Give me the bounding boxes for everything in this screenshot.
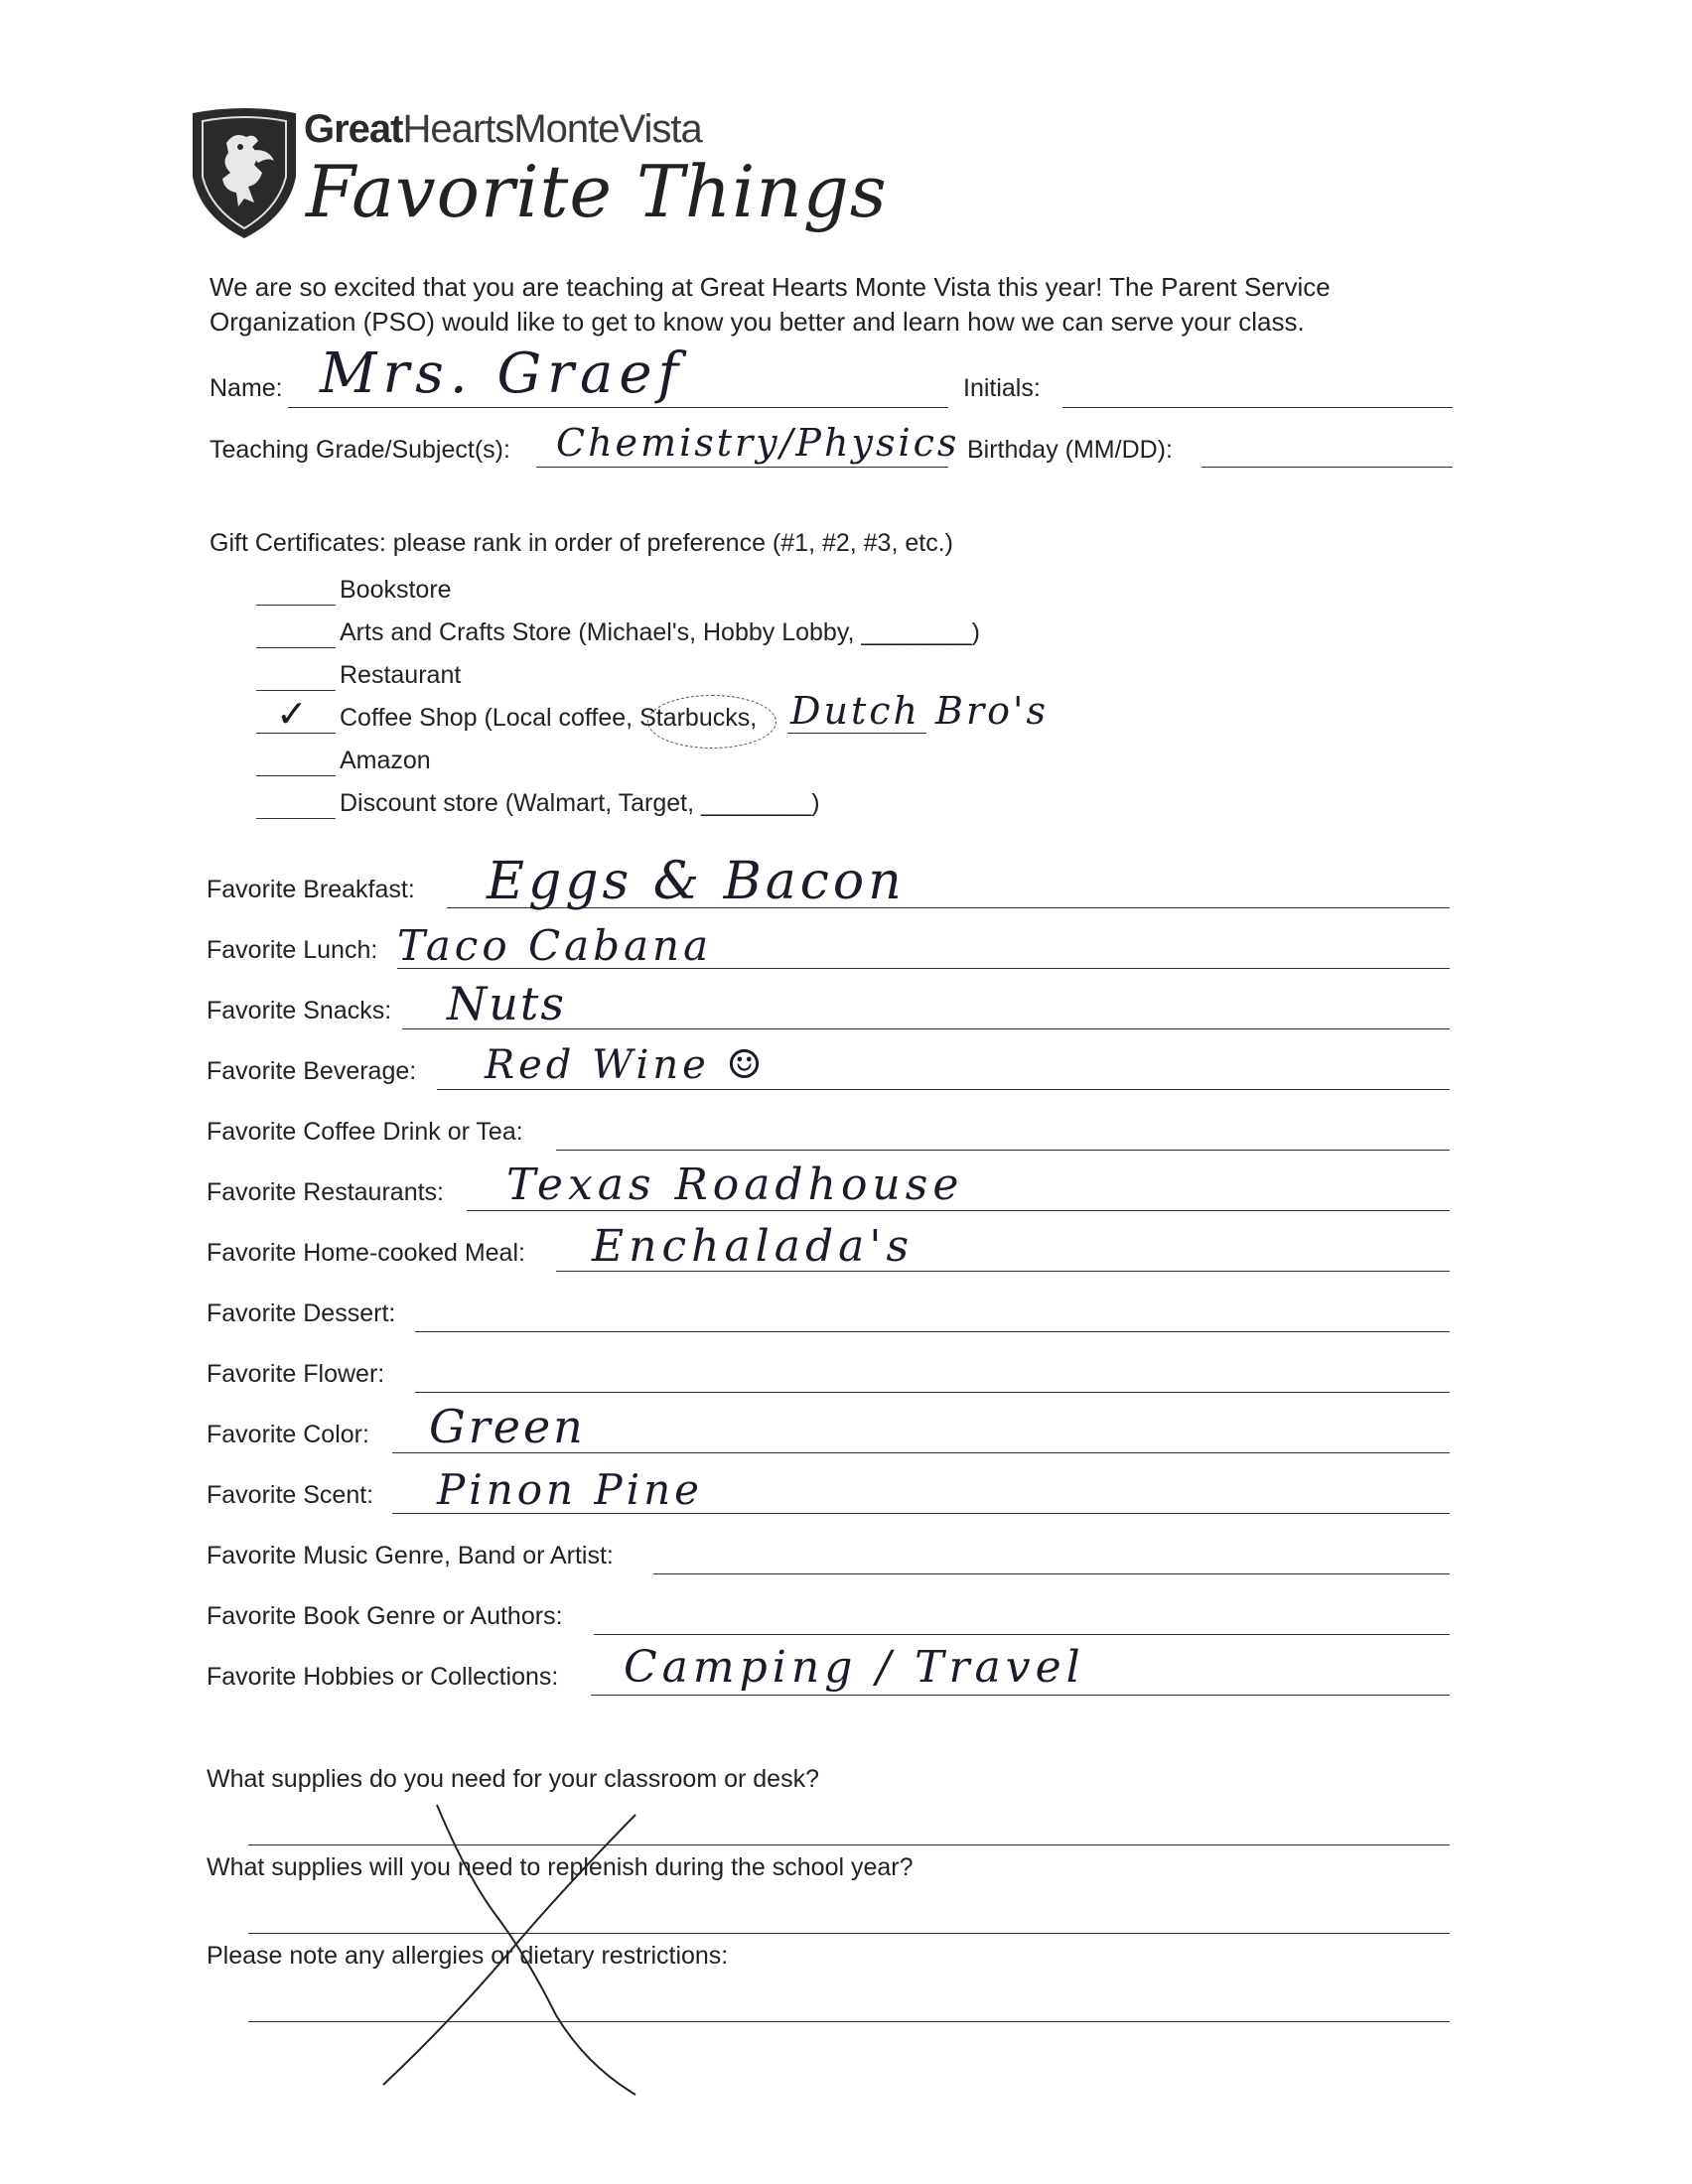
favorite-label: Favorite Hobbies or Collections: — [207, 1663, 559, 1691]
favorite-value[interactable]: Camping / Travel — [624, 1642, 1085, 1693]
favorite-value[interactable]: Texas Roadhouse — [506, 1160, 964, 1210]
page-title: Favorite Things — [306, 150, 888, 233]
favorite-line — [594, 1634, 1450, 1635]
name-line — [288, 407, 948, 408]
favorite-line — [437, 1089, 1450, 1090]
favorite-label: Favorite Color: — [207, 1421, 369, 1448]
intro-text: We are so excited that you are teaching at Great Hearts Monte Vista this year! The Parent Service Organization (PSO) would like to get to know you better and learn how we can serve your class. — [210, 272, 1331, 337]
favorite-value[interactable]: Pinon Pine — [437, 1465, 704, 1514]
favorite-label: Favorite Home-cooked Meal: — [207, 1239, 525, 1267]
rank-blank[interactable] — [256, 605, 336, 606]
gift-option-label: Discount store (Walmart, Target, ________) — [340, 789, 820, 817]
favorite-value[interactable]: Taco Cabana — [397, 921, 713, 970]
rank-check: ✓ — [276, 692, 308, 736]
favorite-line — [591, 1695, 1450, 1696]
coffee-write-in[interactable]: Dutch Bro's — [790, 689, 1049, 733]
brand-bold: Great — [304, 107, 403, 151]
write-in-line — [787, 733, 926, 734]
favorite-label: Favorite Music Genre, Band or Artist: — [207, 1542, 614, 1570]
gift-option-label: Restaurant — [340, 661, 462, 689]
subject-field[interactable]: Chemistry/Physics — [556, 421, 960, 465]
favorite-label: Favorite Snacks: — [207, 997, 392, 1024]
subject-label: Teaching Grade/Subject(s): — [210, 436, 510, 464]
gift-option-label: Amazon — [340, 747, 431, 774]
favorite-label: Favorite Lunch: — [207, 936, 378, 964]
rank-blank[interactable] — [256, 690, 336, 691]
initials-line — [1062, 407, 1453, 408]
question-classroom-supplies: What supplies do you need for your classroom or desk? — [207, 1765, 819, 1793]
initials-label: Initials: — [963, 374, 1041, 402]
favorite-label: Favorite Book Genre or Authors: — [207, 1602, 563, 1630]
shield-icon — [189, 107, 300, 241]
name-field[interactable]: Mrs. Graef — [320, 341, 685, 406]
favorite-label: Favorite Beverage: — [207, 1057, 417, 1085]
question-replenish-supplies: What supplies will you need to replenish during the school year? — [207, 1853, 914, 1881]
brand-wordmark — [304, 107, 702, 151]
school-logo — [189, 107, 300, 241]
favorite-label: Favorite Scent: — [207, 1481, 374, 1509]
gift-option-label: Coffee Shop (Local coffee, Starbucks, — [340, 704, 758, 732]
favorite-value[interactable]: Enchalada's — [592, 1221, 915, 1272]
gift-heading: Gift Certificates: please rank in order of preference (#1, #2, #3, etc.) — [210, 529, 953, 557]
rank-blank[interactable] — [256, 647, 336, 648]
rank-blank[interactable] — [256, 818, 336, 819]
brand-rest: HeartsMonteVista — [402, 107, 702, 151]
birthday-line — [1201, 467, 1453, 468]
favorite-label: Favorite Flower: — [207, 1360, 385, 1388]
starbucks-circle — [647, 695, 776, 749]
favorite-line — [653, 1573, 1450, 1574]
favorite-value[interactable]: Green — [429, 1400, 586, 1453]
name-label: Name: — [210, 374, 283, 402]
favorite-value[interactable]: Red Wine ☺ — [485, 1042, 767, 1088]
favorite-label: Favorite Coffee Drink or Tea: — [207, 1118, 523, 1146]
birthday-label: Birthday (MM/DD): — [967, 436, 1173, 464]
favorite-value[interactable]: Nuts — [447, 977, 566, 1030]
gift-option-label: Arts and Crafts Store (Michael's, Hobby Lobby, ________) — [340, 618, 980, 646]
favorite-line — [415, 1392, 1450, 1393]
question-allergies: Please note any allergies or dietary restrictions: — [207, 1942, 729, 1970]
favorite-line — [415, 1331, 1450, 1332]
rank-blank[interactable] — [256, 775, 336, 776]
favorite-value[interactable]: Eggs & Bacon — [487, 852, 906, 911]
subject-line — [536, 467, 948, 468]
favorite-label: Favorite Restaurants: — [207, 1178, 444, 1206]
favorite-line — [556, 1150, 1450, 1151]
cross-out-mark — [357, 1787, 675, 2105]
favorite-label: Favorite Dessert: — [207, 1299, 396, 1327]
gift-option-label: Bookstore — [340, 576, 452, 604]
favorite-line — [467, 1210, 1450, 1211]
favorite-label: Favorite Breakfast: — [207, 876, 415, 903]
